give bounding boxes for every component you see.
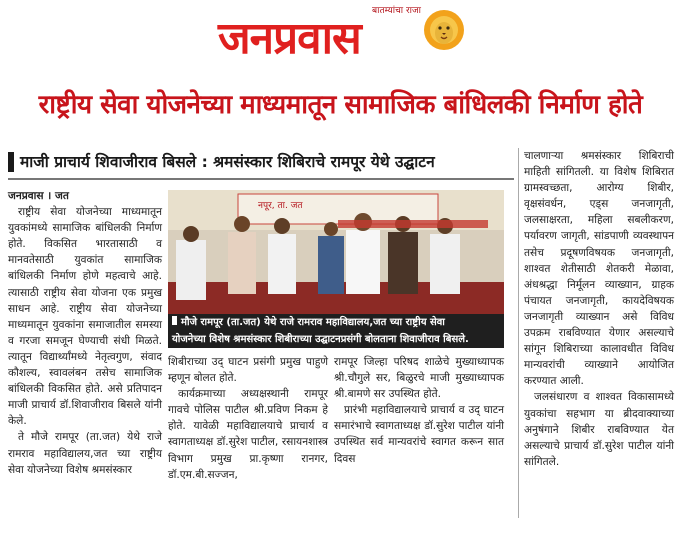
paragraph: प्रारंभी महाविद्यालयाचे प्राचार्य व उद्‌ घाटन समारंभाचे स्वागताध्यक्ष डॉ.सुरेश पाटील यांनी उपस्थित सर्व मान्यवरांचे स्वागत करून सात दिवस [334, 404, 504, 465]
subheadline [8, 148, 514, 176]
divider [8, 178, 514, 180]
paragraph: राष्ट्रीय सेवा योजनेच्या माध्यमातून युवकांमध्ये सामाजिक बांधिलकी निर्माण होते. विकसित भारतासाठी व मानवतेसाठी युवकांत सामाजिक बांधिलकी निर्माण होणे महत्वाचे आहे. त्यासाठी राष्ट्रीय सेवा योजना एक प्रमुख साधन आहे. राष्ट्रीय सेवा योजनेच्या माध्यमातून युवकांना समाजातील समस्या व गरजा समजून घेण्याची संधी मिळते. त्यातून विद्यार्थ्यांमध्ये नेतृत्वगुण, संवाद कौशल्य, स्वावलंबन तसेच सामाजिक बांधिलकी विकसित होते. असे प्रतिपादन माजी प्राचार्य डॉ.शिवाजीराव बिसले यांनी केले. [8, 206, 162, 428]
masthead [0, 0, 681, 78]
event-photo [168, 190, 504, 314]
subheadline-marker [8, 152, 14, 172]
masthead-brand: जनप्रवास [218, 13, 361, 64]
paragraph: ते मौजे रामपूर (ता.जत) येथे राजे रामराव महाविद्यालय,जत च्या राष्ट्रीय सेवा योजनेच्या विशेष श्रमसंस्कार [8, 431, 162, 476]
paragraph: रामपूर जिल्हा परिषद शाळेचे मुख्याध्यापक श्री.चौगुले सर, बिळुरचे माजी मुख्याध्यापक श्री.बामणे सर उपस्थित होते. [334, 356, 504, 401]
article-column-1 [8, 188, 162, 478]
photo-caption [168, 314, 504, 348]
article-column-2 [168, 354, 328, 483]
article-column-3 [334, 354, 504, 467]
column-divider [518, 148, 519, 518]
paragraph: कार्यक्रमाच्या अध्यक्षस्थानी रामपूर गावचे पोलिस पाटील श्री.प्रविण निकम हे होते. यावेळी महाविद्यालयाचे प्राचार्य व स्वागताध्यक्ष डॉ.सुरेश पाटील, रसायनशास्त्र विभाग प्रमुख प्रा.कृष्णा रानगर, डॉ.एम.बी.सज्जन, [168, 388, 328, 481]
byline: जनप्रवास । जत [8, 190, 69, 202]
caption-line-2: योजनेच्या विशेष श्रमसंस्कार शिबीराच्या उद्घाटनप्रसंगी बोलताना शिवाजीराव बिसले. [172, 334, 469, 345]
caption-marker [172, 316, 177, 325]
lion-logo-icon [422, 6, 466, 56]
event-photo-image [168, 190, 504, 314]
banner-text: नपूर, ता. जत [258, 201, 303, 211]
subheadline-text: माजी प्राचार्य शिवाजीराव बिसले : श्रमसंस्कार शिबिराचे रामपूर येथे उद्घाटन [20, 153, 435, 171]
masthead-tagline: बातम्यांचा राजा [372, 6, 422, 16]
paragraph: चालणाऱ्या श्रमसंस्कार शिबिराची माहिती सांगितली. या विशेष शिबिरात ग्रामस्वच्छता, आरोग्य शिबीर, वृक्षसंवर्धन, एड्स जनजागृती, जलसाक्षरता, महिला सबलीकरण, पर्यावरण जागृती, सांडपाणी व्यवस्थापन तसेच प्रदूषणविषयक जनजागृती, शाश्वत शेतीसाठी शेतकरी मेळावा, अंधश्रद्धा निर्मूलन व्याख्यान, ग्राहक पंचायत जनजागृती, कायदेविषयक जनजागृती व्याख्यान असे विविध उपक्रम राबविण्यात येणार असल्याचे सांगून शिबिराच्या कालावधीत विविध मान्यवरांची व्याख्याने आयोजित करण्यात आली. [524, 150, 674, 388]
caption-line-1: मौजे रामपूर (ता.जत) येथे राजे रामराव महाविद्यालय,जत च्या राष्ट्रीय सेवा [181, 317, 445, 328]
paragraph: शिबीराच्या उद्‌ घाटन प्रसंगी प्रमुख पाहुणे म्हणून बोलत होते. [168, 356, 328, 385]
headline: राष्ट्रीय सेवा योजनेच्या माध्यमातून सामाजिक बांधिलकी निर्माण होते [38, 90, 643, 120]
paragraph: जलसंधारण व शाश्वत विकासामध्ये युवकांचा सहभाग या ब्रीदवाक्याच्या अनुषंगाने शिबीर राबविण्यात येत असल्याचे प्राचार्य डॉ.सुरेश पाटील यांनी सांगितले. [524, 391, 674, 468]
article-column-4 [524, 148, 674, 470]
